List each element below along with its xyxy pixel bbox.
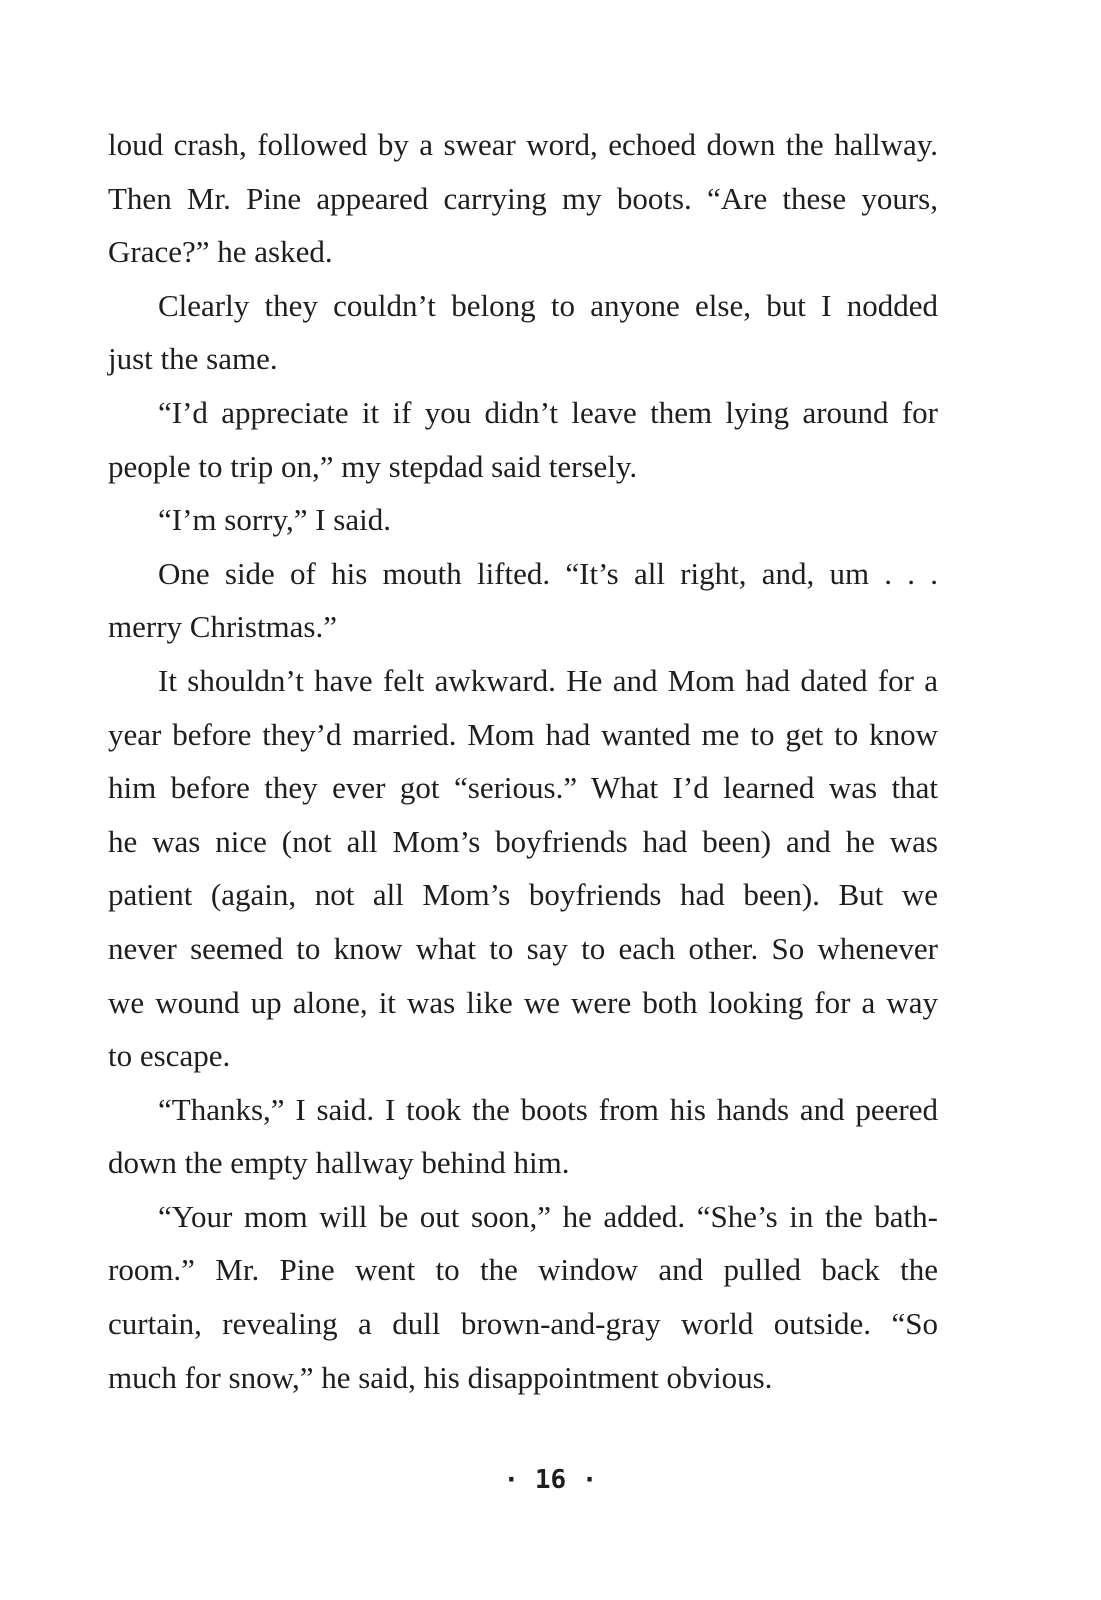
text-line: “Thanks,” I said. I took the boots from his hands and peered [158,1091,938,1127]
text-line: down the empty hallway behind him. [108,1145,570,1181]
text-line: never seemed to know what to say to each other. So whenever [108,930,938,966]
text-line: much for snow,” he said, his disappointment obvious. [108,1359,773,1395]
text-line: we wound up alone, it was like we were both looking for a way [108,984,938,1020]
text-line: loud crash, followed by a swear word, echoed down the hallway. [108,127,938,162]
text-line: patient (again, not all Mom’s boyfriends had been). But we [108,877,938,913]
text-line: merry Christmas.” [108,609,338,645]
page-number: · 16 · [503,1465,598,1495]
text-line: Clearly they couldn’t belong to anyone else, but I nodded [158,287,938,323]
text-line: “Your mom will be out soon,” he added. “She’s in the bath- [158,1198,938,1234]
text-line: It shouldn’t have felt awkward. He and Mom had dated for a [158,662,938,698]
text-line: “I’m sorry,” I said. [158,502,391,538]
text-line: “I’d appreciate it if you didn’t leave them lying around for [158,394,938,430]
text-line: year before they’d married. Mom had wanted me to get to know [108,716,938,752]
text-line: room.” Mr. Pine went to the window and pulled back the [108,1252,938,1288]
text-line: him before they ever got “serious.” What I’d learned was that [108,770,938,806]
text-line: just the same. [108,341,278,377]
text-line: to escape. [108,1038,231,1074]
text-line: he was nice (not all Mom’s boyfriends had been) and he was [108,823,938,859]
text-line: One side of his mouth lifted. “It’s all right, and, um . . . [158,555,938,591]
body-text [108,118,938,1404]
text-line: curtain, revealing a dull brown-and-gray world outside. “So [108,1306,938,1342]
text-line: Grace?” he asked. [108,234,333,270]
text-line: people to trip on,” my stepdad said tersely. [108,448,638,484]
text-line: Then Mr. Pine appeared carrying my boots. “Are these yours, [108,180,938,216]
